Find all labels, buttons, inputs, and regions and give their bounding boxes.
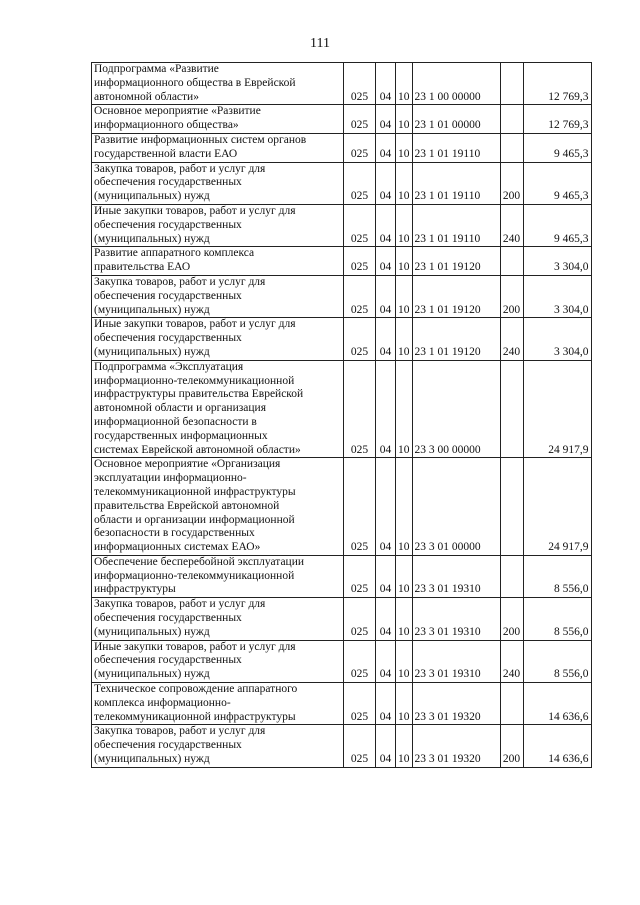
row-name-line: информационных системах ЕАО» — [94, 541, 261, 554]
table-row — [92, 360, 592, 458]
row-name-cell — [92, 640, 344, 682]
target-article-cell: 23 3 01 19320 — [412, 725, 500, 767]
row-name-line: комплекса информационно- — [94, 696, 231, 709]
row-name-line: (муниципальных) нужд — [94, 625, 210, 638]
expense-type-cell: 240 — [500, 204, 523, 246]
amount-cell: 14 636,6 — [523, 725, 591, 767]
section-code-cell: 04 — [376, 318, 396, 360]
row-name-line: Основное мероприятие «Организация — [94, 458, 281, 471]
ministry-code-cell: 025 — [344, 640, 376, 682]
row-name-line: государственной власти ЕАО — [94, 147, 238, 160]
row-name-line: Закупка товаров, работ и услуг для — [94, 725, 266, 738]
subsection-code-cell: 10 — [396, 105, 413, 134]
row-name-line: (муниципальных) нужд — [94, 753, 210, 766]
section-code-cell: 04 — [376, 133, 396, 162]
table-row — [92, 275, 592, 317]
row-name-line: информационного общества в Еврейской — [94, 76, 296, 89]
subsection-code-cell: 10 — [396, 318, 413, 360]
target-article-cell: 23 1 01 19110 — [412, 204, 500, 246]
section-code-cell: 04 — [376, 640, 396, 682]
subsection-code-cell: 10 — [396, 683, 413, 725]
table-row — [92, 458, 592, 556]
subsection-code-cell: 10 — [396, 247, 413, 276]
amount-cell: 24 917,9 — [523, 360, 591, 458]
table-row — [92, 683, 592, 725]
row-name-line: обеспечения государственных — [94, 332, 242, 345]
amount-cell: 3 304,0 — [523, 247, 591, 276]
ministry-code-cell: 025 — [344, 683, 376, 725]
target-article-cell: 23 1 01 19120 — [412, 318, 500, 360]
expense-type-cell — [500, 63, 523, 105]
ministry-code-cell: 025 — [344, 458, 376, 556]
amount-cell: 8 556,0 — [523, 555, 591, 597]
row-name-line: обеспечения государственных — [94, 289, 242, 302]
page-number: 111 — [310, 36, 330, 51]
subsection-code-cell: 10 — [396, 640, 413, 682]
table-row — [92, 598, 592, 640]
expense-type-cell: 200 — [500, 275, 523, 317]
section-code-cell: 04 — [376, 683, 396, 725]
ministry-code-cell: 025 — [344, 598, 376, 640]
table-row — [92, 204, 592, 246]
amount-cell: 9 465,3 — [523, 204, 591, 246]
row-name-line: Иные закупки товаров, работ и услуг для — [94, 640, 296, 653]
expense-type-cell — [500, 555, 523, 597]
amount-cell: 9 465,3 — [523, 162, 591, 204]
row-name-line: обеспечения государственных — [94, 218, 242, 231]
subsection-code-cell: 10 — [396, 360, 413, 458]
row-name-cell — [92, 162, 344, 204]
row-name-line: Обеспечение бесперебойной эксплуатации — [94, 555, 305, 568]
expense-type-cell — [500, 458, 523, 556]
row-name-line: Основное мероприятие «Развитие — [94, 105, 261, 118]
expense-type-cell: 200 — [500, 162, 523, 204]
ministry-code-cell: 025 — [344, 360, 376, 458]
row-name-line: обеспечения государственных — [94, 654, 242, 667]
row-name-cell — [92, 204, 344, 246]
subsection-code-cell: 10 — [396, 162, 413, 204]
row-name-line: автономной области» — [94, 90, 199, 103]
ministry-code-cell: 025 — [344, 247, 376, 276]
row-name-line: Подпрограмма «Эксплуатация — [94, 360, 244, 373]
row-name-line: Развитие информационных систем органов — [94, 133, 307, 146]
row-name-line: обеспечения государственных — [94, 612, 242, 625]
budget-table — [91, 62, 592, 768]
row-name-line: Иные закупки товаров, работ и услуг для — [94, 204, 296, 217]
section-code-cell: 04 — [376, 275, 396, 317]
section-code-cell: 04 — [376, 247, 396, 276]
subsection-code-cell: 10 — [396, 725, 413, 767]
expense-type-cell: 200 — [500, 598, 523, 640]
ministry-code-cell: 025 — [344, 63, 376, 105]
row-name-cell — [92, 275, 344, 317]
row-name-cell — [92, 458, 344, 556]
row-name-line: (муниципальных) нужд — [94, 303, 210, 316]
amount-cell: 8 556,0 — [523, 640, 591, 682]
target-article-cell: 23 3 01 19320 — [412, 683, 500, 725]
target-article-cell: 23 1 01 19120 — [412, 247, 500, 276]
ministry-code-cell: 025 — [344, 105, 376, 134]
amount-cell: 14 636,6 — [523, 683, 591, 725]
table-row — [92, 725, 592, 767]
ministry-code-cell: 025 — [344, 162, 376, 204]
row-name-line: Техническое сопровождение аппаратного — [94, 683, 298, 696]
subsection-code-cell: 10 — [396, 598, 413, 640]
row-name-cell — [92, 725, 344, 767]
row-name-line: (муниципальных) нужд — [94, 345, 210, 358]
target-article-cell: 23 3 01 19310 — [412, 640, 500, 682]
amount-cell: 24 917,9 — [523, 458, 591, 556]
expense-type-cell: 240 — [500, 318, 523, 360]
subsection-code-cell: 10 — [396, 63, 413, 105]
target-article-cell: 23 3 01 00000 — [412, 458, 500, 556]
target-article-cell: 23 1 01 19120 — [412, 275, 500, 317]
table-row — [92, 640, 592, 682]
subsection-code-cell: 10 — [396, 458, 413, 556]
table-row — [92, 247, 592, 276]
amount-cell: 12 769,3 — [523, 105, 591, 134]
amount-cell: 12 769,3 — [523, 63, 591, 105]
target-article-cell: 23 1 01 00000 — [412, 105, 500, 134]
subsection-code-cell: 10 — [396, 133, 413, 162]
row-name-line: Иные закупки товаров, работ и услуг для — [94, 318, 296, 331]
expense-type-cell — [500, 105, 523, 134]
target-article-cell: 23 3 01 19310 — [412, 598, 500, 640]
ministry-code-cell: 025 — [344, 204, 376, 246]
expense-type-cell — [500, 247, 523, 276]
row-name-line: телекоммуникационной инфраструктуры — [94, 710, 296, 723]
table-row — [92, 105, 592, 134]
subsection-code-cell: 10 — [396, 204, 413, 246]
row-name-line: Подпрограмма «Развитие — [94, 63, 219, 75]
row-name-line: Закупка товаров, работ и услуг для — [94, 275, 266, 288]
target-article-cell: 23 3 00 00000 — [412, 360, 500, 458]
row-name-line: Развитие аппаратного комплекса — [94, 247, 255, 260]
row-name-line: безопасности в государственных — [94, 527, 255, 540]
row-name-line: системах Еврейской автономной области» — [94, 443, 301, 456]
row-name-line: автономной области и организация — [94, 402, 266, 415]
table-row — [92, 63, 592, 105]
table-row — [92, 162, 592, 204]
row-name-line: Закупка товаров, работ и услуг для — [94, 162, 266, 175]
section-code-cell: 04 — [376, 458, 396, 556]
section-code-cell: 04 — [376, 725, 396, 767]
row-name-cell — [92, 318, 344, 360]
table-body — [92, 63, 592, 768]
row-name-line: информационной безопасности в — [94, 415, 257, 428]
target-article-cell: 23 1 01 19110 — [412, 162, 500, 204]
row-name-line: обеспечения государственных — [94, 739, 242, 752]
row-name-line: телекоммуникационной инфраструктуры — [94, 485, 296, 498]
amount-cell: 9 465,3 — [523, 133, 591, 162]
ministry-code-cell: 025 — [344, 555, 376, 597]
row-name-line: Закупка товаров, работ и услуг для — [94, 598, 266, 611]
table-row — [92, 318, 592, 360]
subsection-code-cell: 10 — [396, 555, 413, 597]
expense-type-cell — [500, 360, 523, 458]
row-name-line: правительства ЕАО — [94, 261, 191, 274]
ministry-code-cell: 025 — [344, 275, 376, 317]
section-code-cell: 04 — [376, 63, 396, 105]
amount-cell: 8 556,0 — [523, 598, 591, 640]
row-name-line: (муниципальных) нужд — [94, 190, 210, 203]
ministry-code-cell: 025 — [344, 725, 376, 767]
row-name-cell — [92, 555, 344, 597]
row-name-line: информационного общества» — [94, 119, 239, 132]
section-code-cell: 04 — [376, 555, 396, 597]
subsection-code-cell: 10 — [396, 275, 413, 317]
section-code-cell: 04 — [376, 105, 396, 134]
amount-cell: 3 304,0 — [523, 275, 591, 317]
table-row — [92, 555, 592, 597]
row-name-line: инфраструктуры правительства Еврейской — [94, 388, 304, 401]
ministry-code-cell: 025 — [344, 318, 376, 360]
section-code-cell: 04 — [376, 204, 396, 246]
section-code-cell: 04 — [376, 162, 396, 204]
target-article-cell: 23 1 00 00000 — [412, 63, 500, 105]
row-name-cell — [92, 360, 344, 458]
expense-type-cell — [500, 683, 523, 725]
row-name-line: обеспечения государственных — [94, 176, 242, 189]
ministry-code-cell: 025 — [344, 133, 376, 162]
section-code-cell: 04 — [376, 598, 396, 640]
row-name-line: эксплуатации информационно- — [94, 472, 247, 485]
row-name-cell — [92, 63, 344, 105]
row-name-line: (муниципальных) нужд — [94, 668, 210, 681]
target-article-cell: 23 3 01 19310 — [412, 555, 500, 597]
row-name-line: правительства Еврейской автономной — [94, 499, 280, 512]
row-name-cell — [92, 105, 344, 134]
expense-type-cell: 240 — [500, 640, 523, 682]
row-name-line: области и организации информационной — [94, 513, 295, 526]
row-name-line: государственных информационных — [94, 429, 268, 442]
row-name-cell — [92, 598, 344, 640]
row-name-line: инфраструктуры — [94, 583, 176, 596]
row-name-line: информационно-телекоммуникационной — [94, 569, 295, 582]
table-row — [92, 133, 592, 162]
row-name-cell — [92, 133, 344, 162]
row-name-cell — [92, 247, 344, 276]
section-code-cell: 04 — [376, 360, 396, 458]
row-name-line: информационно-телекоммуникационной — [94, 374, 295, 387]
row-name-cell — [92, 683, 344, 725]
expense-type-cell — [500, 133, 523, 162]
row-name-line: (муниципальных) нужд — [94, 232, 210, 245]
target-article-cell: 23 1 01 19110 — [412, 133, 500, 162]
amount-cell: 3 304,0 — [523, 318, 591, 360]
expense-type-cell: 200 — [500, 725, 523, 767]
